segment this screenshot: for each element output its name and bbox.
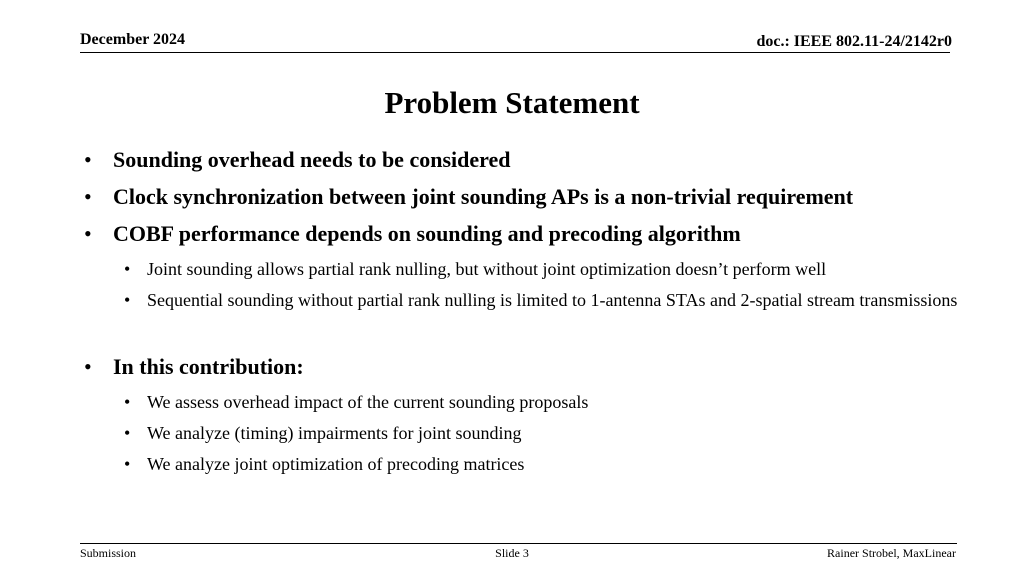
slide-title: Problem Statement [384, 85, 640, 120]
footer-divider [80, 543, 957, 544]
bullet-dot-icon: • [84, 147, 92, 172]
spacer [84, 319, 994, 353]
sub-bullet-precoding-optimization [84, 452, 994, 477]
header-divider [80, 52, 950, 53]
slide-body [84, 146, 994, 483]
bullet-text: In this contribution: [113, 354, 304, 379]
bullet-clock-sync [84, 183, 994, 210]
sub-bullet-joint-sounding [84, 257, 994, 282]
bullet-cobf-performance [84, 220, 994, 247]
bullet-text: COBF performance depends on sounding and precoding algorithm [113, 221, 741, 246]
bullet-dot-icon: • [84, 354, 92, 379]
sub-bullet-text: We analyze (timing) impairments for joint sounding [147, 423, 522, 443]
sub-bullet-text: We assess overhead impact of the current sounding proposals [147, 392, 589, 412]
bullet-contribution [84, 353, 994, 380]
sub-bullet-dot-icon: • [124, 423, 131, 443]
sub-bullet-dot-icon: • [124, 290, 131, 310]
sub-bullet-sequential-sounding [84, 288, 994, 313]
footer-slide-number: Slide 3 [495, 546, 529, 560]
bullet-sounding-overhead [84, 146, 994, 173]
sub-bullet-dot-icon: • [124, 454, 131, 474]
sub-bullet-dot-icon: • [124, 392, 131, 412]
bullet-dot-icon: • [84, 221, 92, 246]
bullet-dot-icon: • [84, 184, 92, 209]
sub-bullet-overhead-impact [84, 390, 994, 415]
header-doc-id: doc.: IEEE 802.11-24/2142r0 [756, 33, 952, 50]
sub-bullet-text: Sequential sounding without partial rank nulling is limited to 1-antenna STAs and 2-spatial stream transmissions [147, 290, 958, 310]
sub-bullet-text: We analyze joint optimization of precoding matrices [147, 454, 525, 474]
sub-bullet-timing-impairments [84, 421, 994, 446]
footer-submission: Submission [80, 546, 137, 560]
bullet-text: Sounding overhead needs to be considered [113, 147, 511, 172]
footer-author: Rainer Strobel, MaxLinear [827, 546, 956, 560]
bullet-text: Clock synchronization between joint sounding APs is a non-trivial requirement [113, 184, 854, 209]
sub-bullet-text: Joint sounding allows partial rank nulling, but without joint optimization doesn’t perform well [147, 259, 827, 279]
header-date: December 2024 [80, 31, 185, 48]
sub-bullet-dot-icon: • [124, 259, 131, 279]
